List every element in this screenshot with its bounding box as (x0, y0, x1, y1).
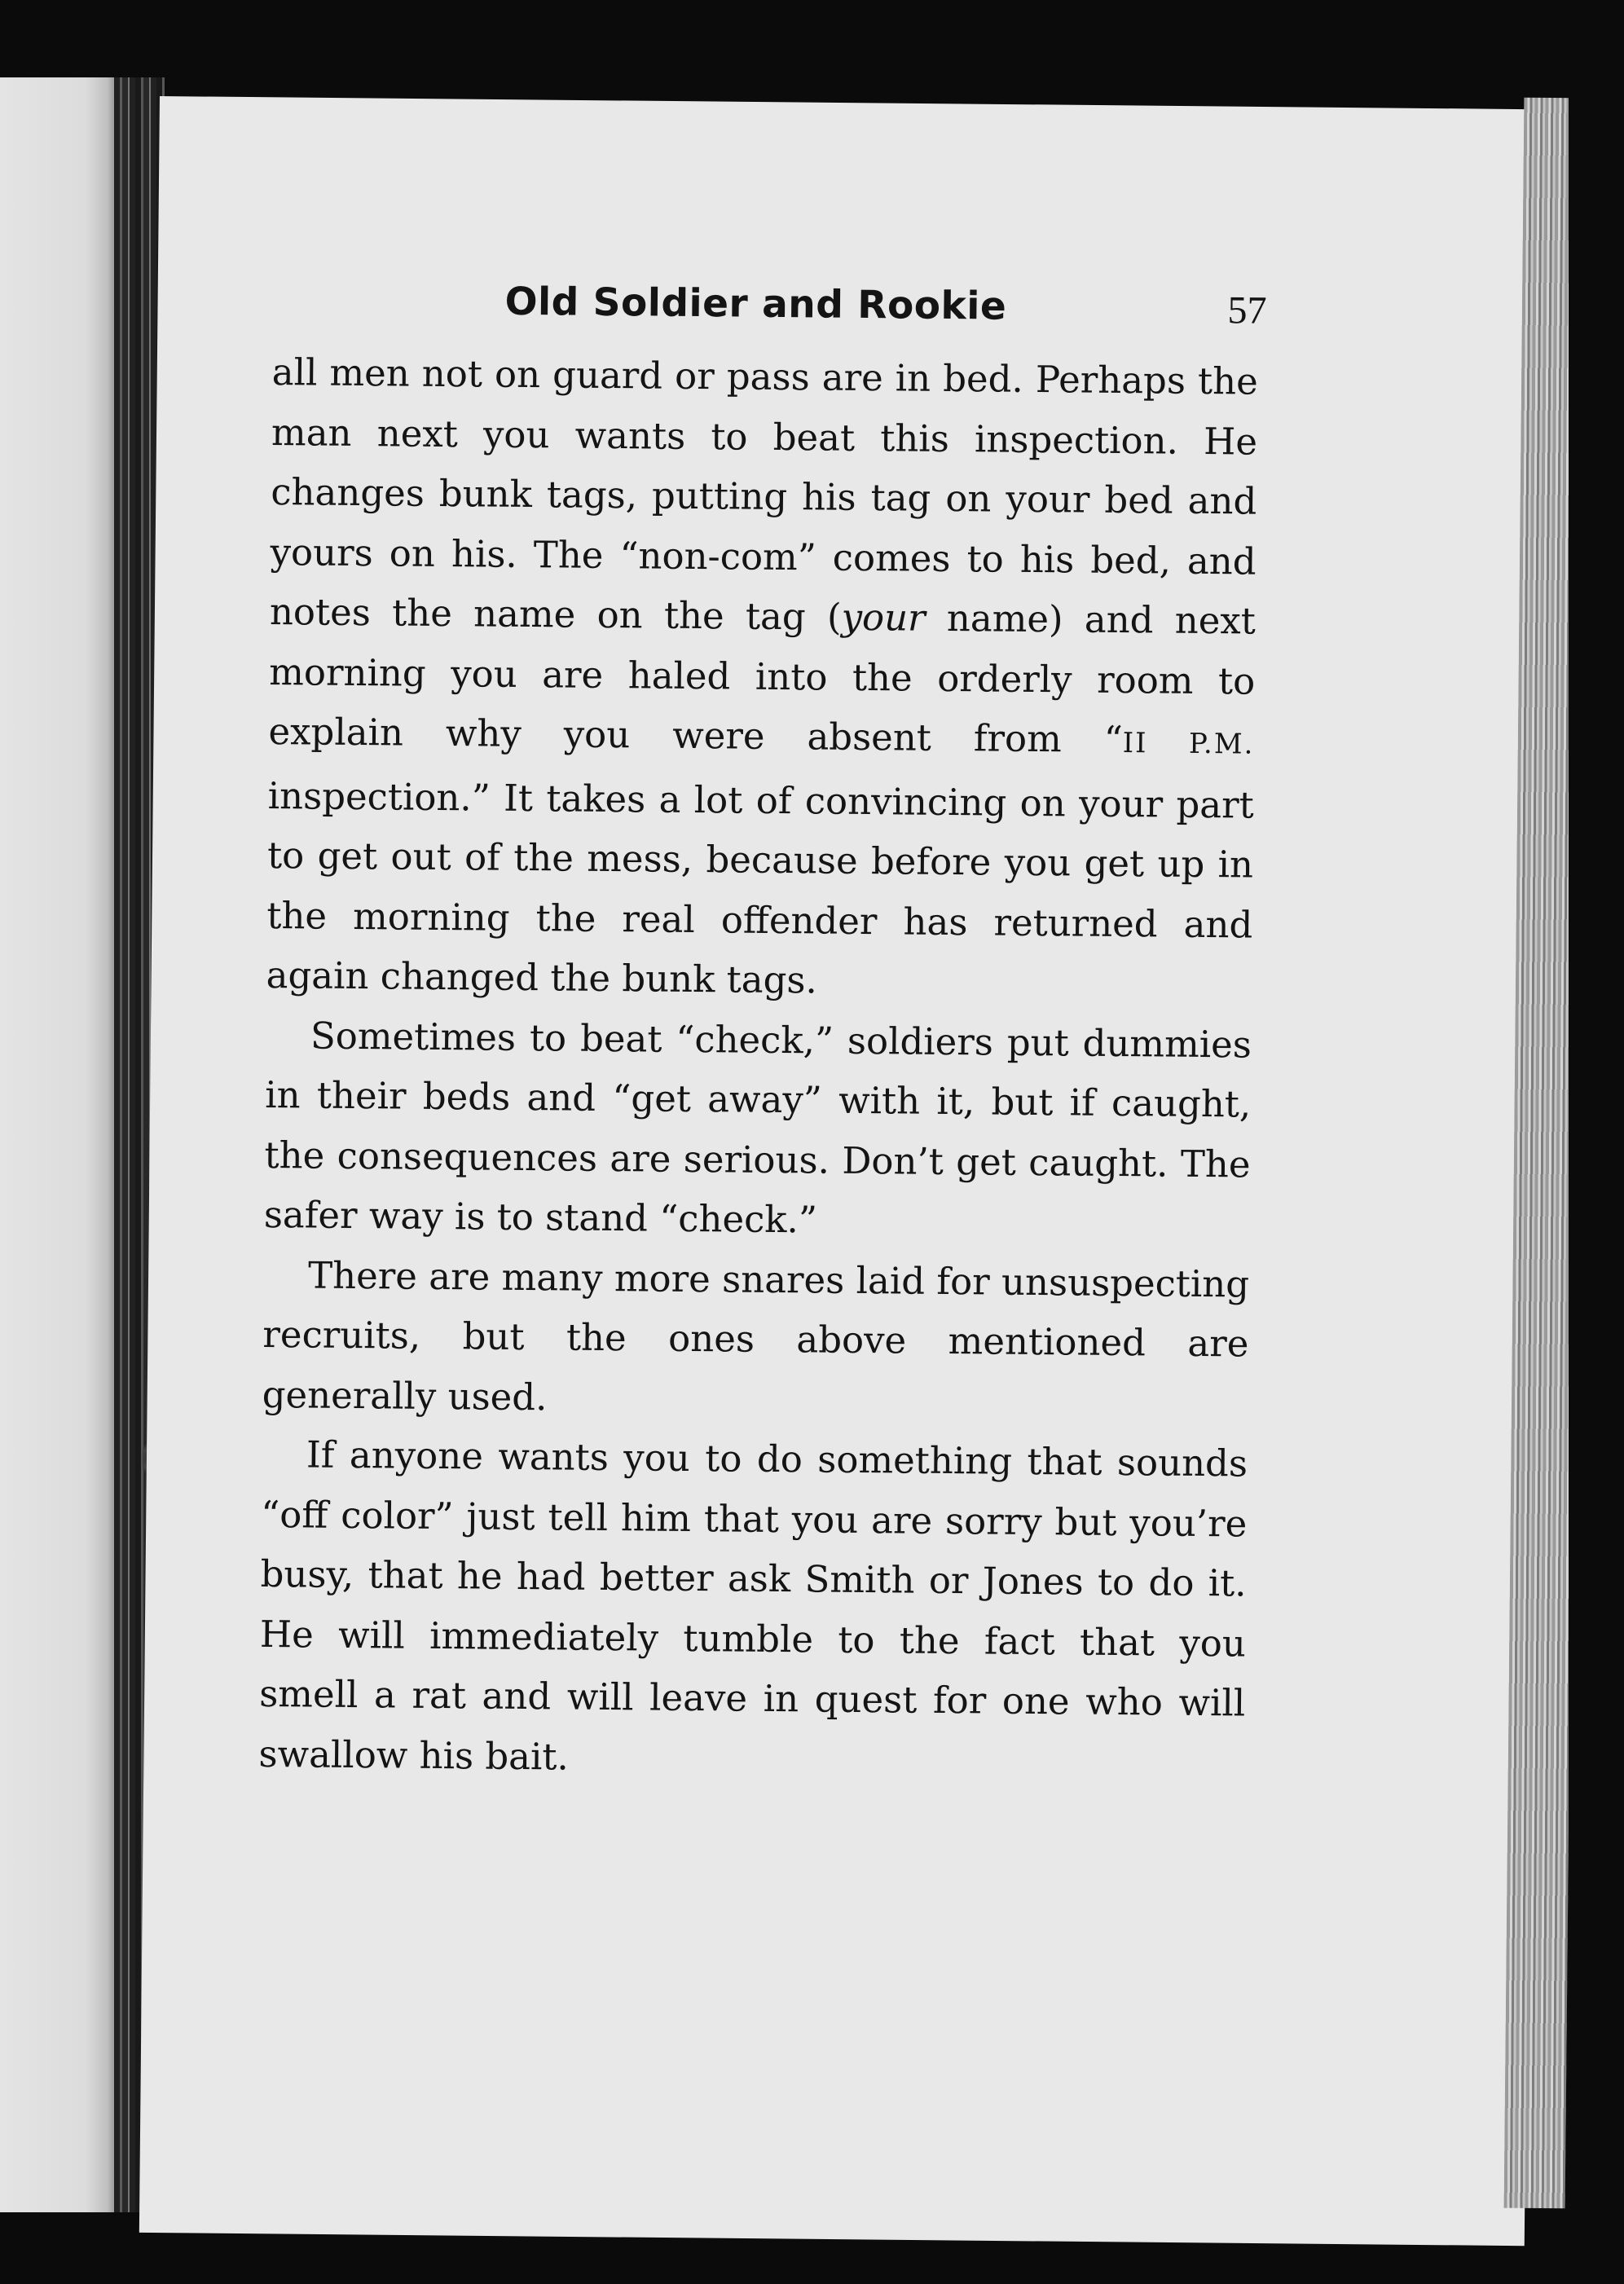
paragraph-1-italic: your (841, 595, 926, 640)
paragraph-1-time: II P.M. (1122, 727, 1255, 761)
paragraph-1-text-b: name) and next morning you are haled into the orderly room to explain why you were absent from “ (268, 596, 1257, 762)
running-title: Old Soldier and Rookie (504, 279, 1007, 329)
paragraph-3: There are many more snares laid for unsuspecting recruits, but the ones above mentioned are generally used. (262, 1252, 1250, 1419)
scan-border (1569, 91, 1624, 2226)
paragraph-4: If anyone wants you to do something that sounds “off color” just tell him that you are sorry but you’re busy, that he had better ask Smith or Jones to do it. He will immediately tumble to the fact that you smell a rat and will leave in quest for one who will swallow his bait. (258, 1432, 1248, 1779)
running-head (272, 269, 1267, 352)
page-number: 57 (1227, 288, 1267, 332)
paragraph-1-text-c: inspection.” It takes a lot of convincing on your part to get out of the mess, because before you get up in the morning the real offender has returned and again changed the bunk tags. (266, 773, 1254, 1002)
paragraph-1-text-a: all men not on guard or pass are in bed. Perhaps the man next you wants to beat this inspection. He changes bunk tags, putting his tag on your bed and yours on his. The “non-com” comes to his bed, and notes the name on the tag ( (269, 350, 1258, 639)
page-content (258, 269, 1267, 1793)
facing-page-edge (0, 77, 122, 2212)
paragraph-1 (266, 342, 1258, 1014)
paragraph-2: Sometimes to beat “check,” soldiers put dummies in their beds and “get away” with it, but if caught, the consequences are serious. Don’t get caught. The safer way is to stand “check.” (263, 1013, 1252, 1242)
